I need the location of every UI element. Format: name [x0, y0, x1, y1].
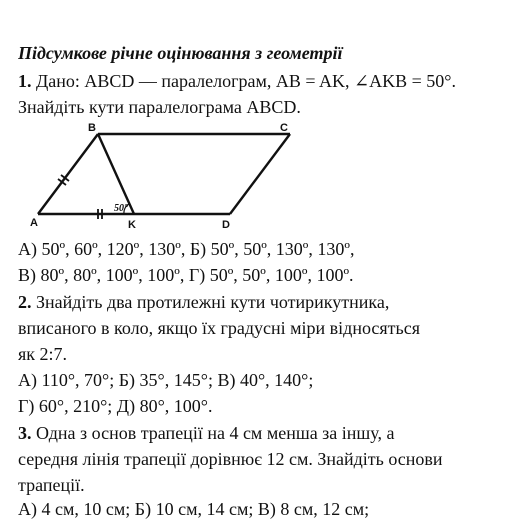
question-1-number: 1. [18, 71, 32, 91]
question-1-options-2: В) 80º, 80º, 100º, 100º, Г) 50º, 50º, 100º, 100º. [18, 265, 354, 285]
question-3-text [18, 422, 394, 444]
segment-bk [98, 134, 134, 214]
question-2-options-1: А) 110°, 70°; Б) 35°, 145°; В) 40°, 140°; [18, 370, 314, 390]
question-2-options-2: Г) 60°, 210°; Д) 80°, 100°. [18, 396, 213, 416]
vertex-k-label: K [128, 219, 136, 231]
vertex-c-label: C [280, 122, 288, 134]
side-ab [38, 134, 98, 214]
vertex-d-label: D [222, 219, 230, 231]
question-1-line-2: Знайдіть кути паралелограма ABCD. [18, 97, 301, 117]
question-2-line-2: вписаного в коло, якщо їх градусні міри відносяться [18, 318, 421, 338]
vertex-b-label: B [88, 122, 96, 134]
question-3-line-1: Одна з основ трапеції на 4 см менша за іншу, а [36, 423, 395, 443]
question-3-line-2: середня лінія трапеції дорівнює 12 см. Знайдіть основи [18, 449, 443, 469]
vertex-a-label: A [30, 217, 38, 229]
question-3-line-3: трапеції. [18, 475, 85, 495]
worksheet-page [18, 0, 520, 520]
question-2-number: 2. [18, 292, 32, 312]
question-1-line-1: Дано: ABCD — паралелограм, AB = AK, ∠AKB = 50°. [36, 71, 456, 91]
question-1-options-1: А) 50º, 60º, 120º, 130º, Б) 50º, 50º, 130º, 130º, [18, 239, 355, 259]
page-title: Підсумкове річне оцінювання з геометрії [18, 43, 343, 63]
question-2-text [18, 291, 389, 313]
parallelogram-figure [18, 0, 318, 231]
question-2-line-3: як 2:7. [18, 344, 68, 364]
side-cd [230, 134, 290, 214]
question-3-options-1: А) 4 см, 10 см; Б) 10 см, 14 см; В) 8 см, 12 см; [18, 499, 370, 519]
question-2-line-1: Знайдіть два протилежні кути чотирикутника, [36, 292, 390, 312]
question-3-number: 3. [18, 423, 32, 443]
angle-label: 50° [114, 203, 128, 214]
